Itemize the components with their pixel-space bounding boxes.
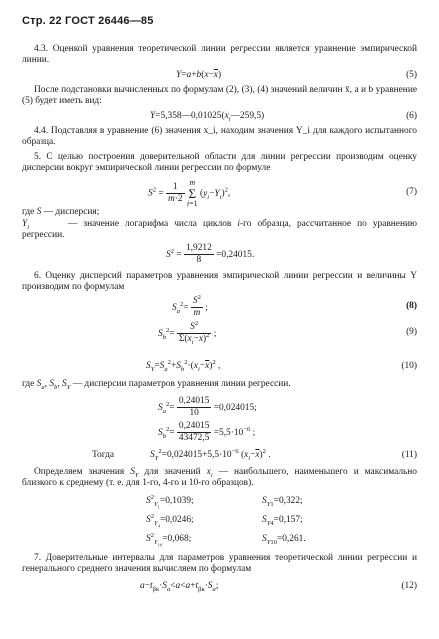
equation-11-number: (11) (401, 450, 417, 460)
page-header (22, 16, 154, 27)
equation-10-number: (10) (401, 361, 417, 371)
equation-sa-value: $S_a^2=$ $\frac{0,24015}{10}$ =0,024015; (158, 396, 257, 419)
section-4-4-text: 4.4. Подставляя в уравнение (6) значения x_i, находим значения Y_i для каждого испытанного образца. (22, 126, 417, 148)
section-4-4 (22, 126, 417, 149)
value-sy4-sq: $S^2_{Y_4}=0,0246$; (146, 512, 194, 529)
equation-8-number: (8) (406, 301, 417, 311)
equation-9-number: (9) (406, 327, 417, 337)
equation-7: $S^2$ = $\frac{1}{m\cdot 2}$ m Σ i=1 $(y_i-Y_i)^2$, (148, 178, 231, 208)
value-sy10-sq: $S^2_{Y_{10}}=0,068$; (146, 531, 192, 548)
equation-10: $S_Y=S_a^2+S_b^2\cdot(x_i-\overline{x})^2$ , (146, 358, 221, 373)
section-7-text: 7. Доверительные интервалы для параметров уравнения теоретической линии регрессии и генерального среднего значения вычисляем по формулам (22, 553, 417, 575)
equation-12-number: (12) (401, 581, 417, 591)
section-4-3-text: 4.3. Оценкой уравнения теоретической линии регрессии является уравнение эмпирической линии. (22, 44, 417, 66)
section-5 (22, 152, 417, 175)
equation-s-value: $S^2$ = $\frac{1,9212}{8}$ =0,24015. (166, 243, 255, 266)
section-5-text: 5. С целью построения доверительной области для линии регрессии производим оценку дисперсии вокруг эмпирической линии регрессии по формуле (22, 152, 417, 174)
equation-12: $a-t_{\beta к}\cdot S_a<a<a+t_{\beta к}\cdot S_a$; (140, 581, 219, 593)
value-sy4: $S_{Y4}=0,157$; (262, 515, 303, 527)
after-substitution (22, 85, 417, 108)
section-4-3 (22, 44, 417, 67)
where-dispersions: где $S_a$, $S_b$, $S_Y$ — дисперсии параметров уравнения линии регрессии. (22, 379, 291, 391)
value-sy1-sq: $S^2_{Y_1}=0,1039$; (146, 493, 194, 510)
section-6-text: 6. Оценку дисперсий параметров уравнения эмпирической линии регрессии и величины Y производим по формулам (22, 271, 417, 293)
equation-6-number: (6) (406, 111, 417, 121)
then-label: Тогда (92, 450, 115, 460)
value-sy1: $S_{Y1}=0,322$; (262, 496, 303, 508)
section-6-values: Определяем значения $S_Y$ для значений $x_i$ — наибольшего, наименьшего и максимально близкого к среднему (т. е. для 1-го, 4-го и 10-го образцов). (22, 467, 417, 489)
where-y: $Y_i$ — значение логарифма числа циклов i-го образца, рассчитанное по уравнению регрессии. (22, 219, 418, 241)
equation-5-number: (5) (406, 70, 417, 80)
where-s: где S — дисперсия; (22, 207, 100, 217)
equation-9: $S_b^2=$ $\frac{S^2}{\Sigma(x_i-\overline{x})^2}$ ; (158, 319, 217, 347)
section-7 (22, 553, 417, 576)
equation-sb-value: $S_b^2=$ $\frac{0,24015}{43472,5}$ $=5,5\cdot 10^{-6}$ ; (158, 421, 256, 444)
equation-6: $Y=5,358—0,01025(x_i—259,5)$ (150, 111, 265, 123)
equation-8: $S_a^2=$ $\frac{S^2}{m}$ ; (172, 293, 208, 319)
equation-11: $S_Y^2=0,024015+5,5\cdot 10^{-6}$ $(x_i-\overline{x})^2$ . (150, 447, 271, 462)
equation-5: $Y=a+b(x-\overline{x})$ (176, 70, 222, 80)
after-substitution-text: После подстановки вычисленных по формулам (2), (3), (4) значений величин x̄, a и b уравнение (5) будет иметь вид: (22, 85, 417, 107)
section-6 (22, 271, 417, 294)
equation-7-number: (7) (406, 187, 417, 197)
value-sy10: $S_{Y10}=0,261$. (262, 534, 306, 546)
header-text: Стр. 22 ГОСТ 26446—85 (22, 15, 154, 27)
